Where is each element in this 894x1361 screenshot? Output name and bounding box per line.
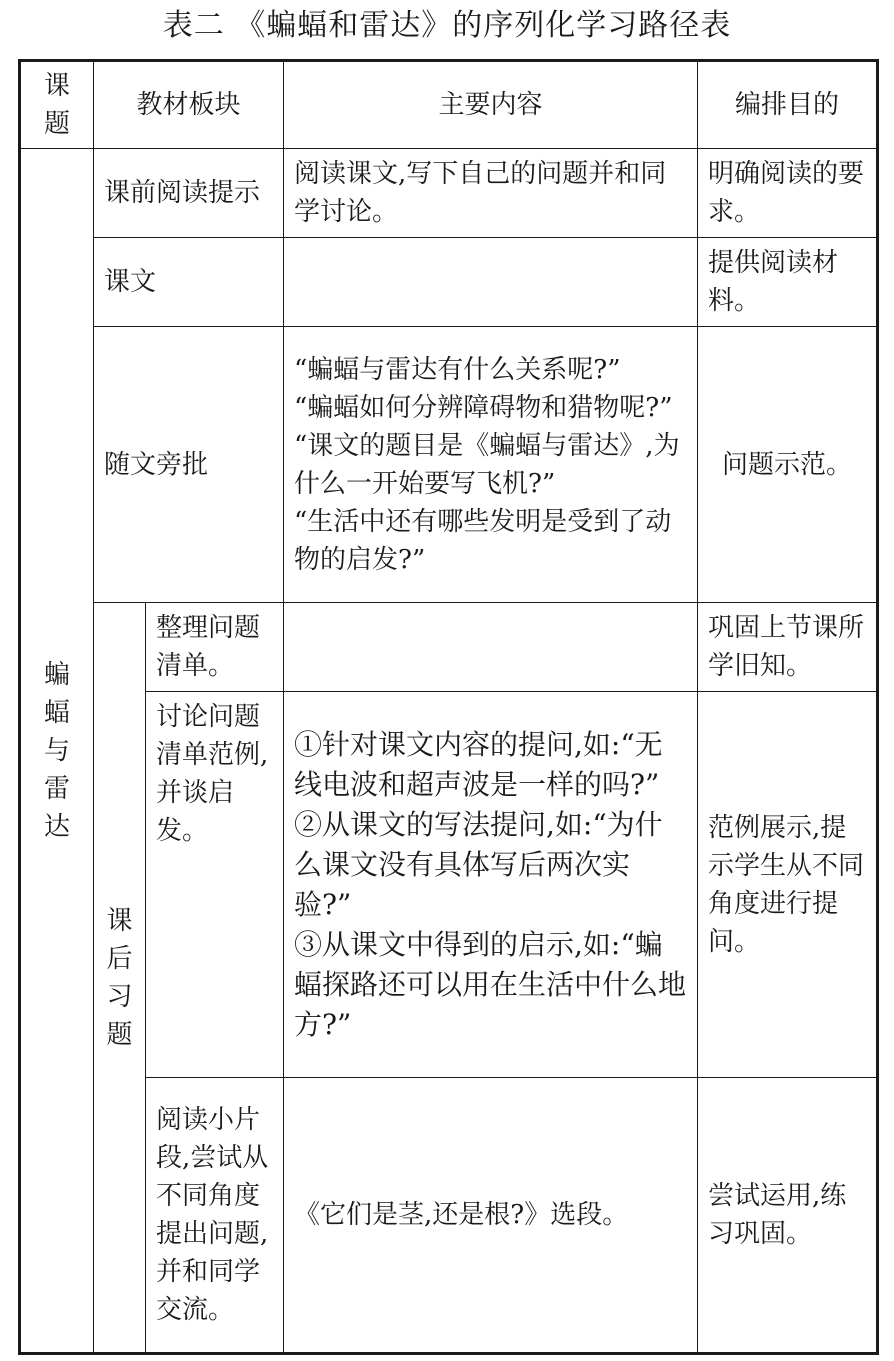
table-row bbox=[20, 603, 878, 692]
header-module: 教材板块 bbox=[94, 61, 284, 149]
purpose-cell: 尝试运用,练习巩固。 bbox=[698, 1078, 878, 1354]
vertical-char: 蝙 bbox=[43, 659, 70, 690]
purpose-cell: 明确阅读的要求。 bbox=[698, 149, 878, 238]
header-row bbox=[20, 61, 878, 149]
module-cell: 讨论问题清单范例,并谈启发。 bbox=[146, 692, 284, 1078]
topic-cell bbox=[20, 149, 94, 1354]
table-row bbox=[20, 327, 878, 603]
content-cell bbox=[284, 327, 698, 603]
annotation-question: “蝙蝠如何分辨障碍物和猎物呢?” bbox=[294, 392, 673, 423]
module-cell: 整理问题清单。 bbox=[146, 603, 284, 692]
module-cell: 阅读小片段,尝试从不同角度提出问题,并和同学交流。 bbox=[146, 1078, 284, 1354]
purpose-cell: 问题示范。 bbox=[698, 327, 878, 603]
vertical-char: 课 bbox=[106, 905, 133, 936]
after-class-label bbox=[94, 603, 146, 1354]
vertical-char: 后 bbox=[106, 943, 133, 974]
header-char: 题 bbox=[43, 109, 70, 139]
table-row bbox=[20, 692, 878, 1078]
table-title: 表二 《蝙蝠和雷达》的序列化学习路径表 bbox=[162, 8, 732, 43]
content-cell bbox=[284, 692, 698, 1078]
header-content: 主要内容 bbox=[284, 61, 698, 149]
content-cell: 《它们是茎,还是根?》选段。 bbox=[284, 1078, 698, 1354]
table-row bbox=[20, 238, 878, 327]
header-char: 课 bbox=[43, 71, 70, 101]
content-cell bbox=[284, 603, 698, 692]
module-cell: 课文 bbox=[94, 238, 284, 327]
annotation-question: “课文的题目是《蝙蝠与雷达》,为什么一开始要写飞机?” bbox=[294, 430, 680, 499]
module-cell: 随文旁批 bbox=[94, 327, 284, 603]
example-question: ②从课文的写法提问,如:“为什么课文没有具体写后两次实验?” bbox=[294, 807, 663, 921]
annotation-question: “蝙蝠与雷达有什么关系呢?” bbox=[294, 354, 621, 385]
content-cell bbox=[284, 238, 698, 327]
module-cell: 课前阅读提示 bbox=[94, 149, 284, 238]
purpose-cell: 范例展示,提示学生从不同角度进行提问。 bbox=[698, 692, 878, 1078]
vertical-char: 雷 bbox=[43, 773, 70, 804]
example-question: ①针对课文内容的提问,如:“无线电波和超声波是一样的吗?” bbox=[294, 727, 663, 801]
vertical-char: 题 bbox=[106, 1019, 133, 1050]
purpose-cell: 巩固上节课所学旧知。 bbox=[698, 603, 878, 692]
table-row bbox=[20, 1078, 878, 1354]
learning-path-table bbox=[18, 59, 879, 1355]
vertical-char: 达 bbox=[43, 811, 70, 842]
vertical-char: 蝠 bbox=[43, 697, 70, 728]
content-cell: 阅读课文,写下自己的问题并和同学讨论。 bbox=[284, 149, 698, 238]
table-row bbox=[20, 149, 878, 238]
purpose-cell: 提供阅读材料。 bbox=[698, 238, 878, 327]
header-topic bbox=[20, 61, 94, 149]
annotation-question: “生活中还有哪些发明是受到了动物的启发?” bbox=[294, 506, 672, 575]
header-purpose: 编排目的 bbox=[698, 61, 878, 149]
vertical-char: 与 bbox=[43, 735, 70, 766]
example-question: ③从课文中得到的启示,如:“蝙蝠探路还可以用在生活中什么地方?” bbox=[294, 927, 687, 1041]
vertical-char: 习 bbox=[106, 981, 133, 1012]
